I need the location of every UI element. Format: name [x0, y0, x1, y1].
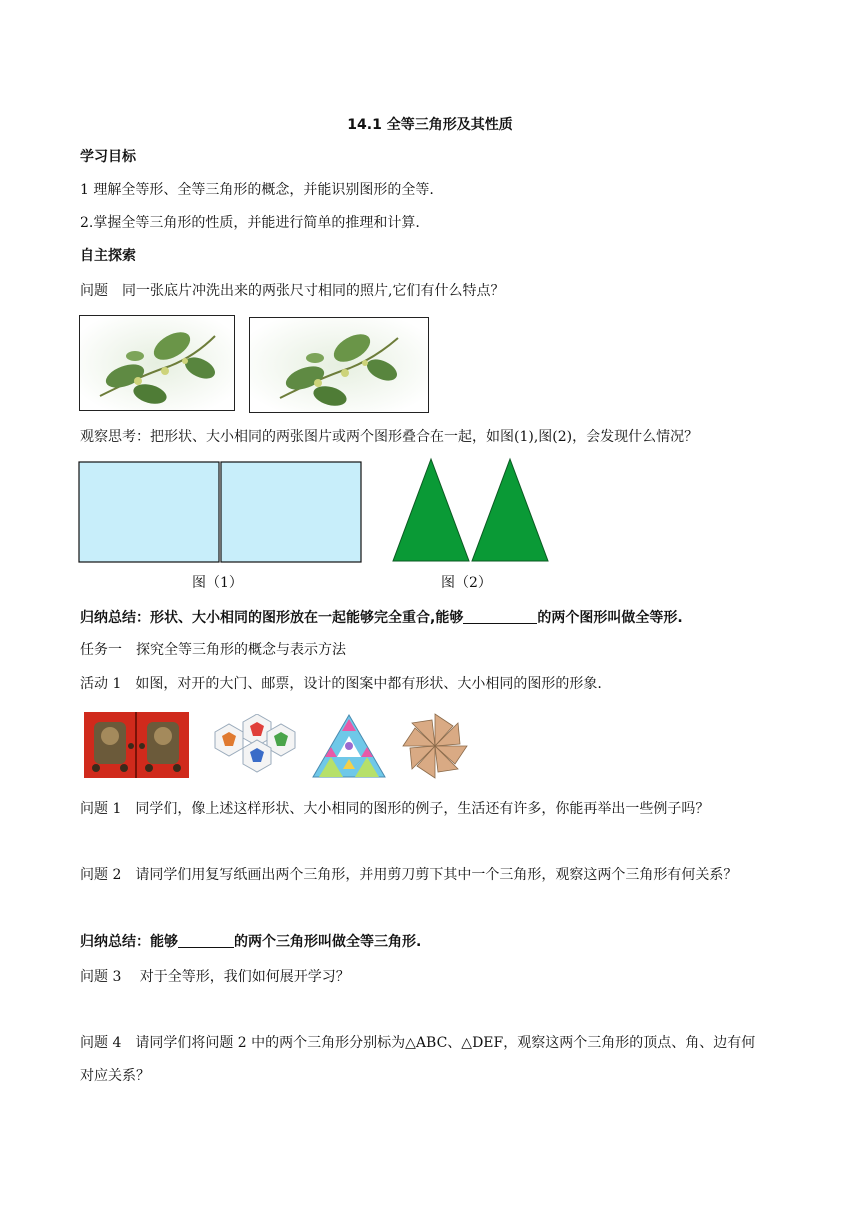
rectangle-1 — [79, 462, 219, 562]
question-1: 问题 1 同学们，像上述这样形状、大小相同的图形的例子，生活还有许多，你能再举出一些例子吗？ — [80, 801, 710, 817]
task-1: 任务一 探究全等三角形的概念与表示方法 — [80, 642, 346, 658]
photo-left — [79, 315, 235, 411]
question-intro: 问题 同一张底片冲洗出来的两张尺寸相同的照片,它们有什么特点？ — [80, 283, 505, 299]
plant-photo-image — [80, 316, 234, 410]
stamps-image — [205, 714, 303, 776]
pinwheel-image — [398, 712, 472, 780]
goal-2: 2.掌握全等三角形的性质，并能进行简单的推理和计算. — [80, 215, 420, 231]
figure-1-caption: 图（1） — [192, 575, 243, 591]
summary-1-before: 归纳总结：形状、大小相同的图形放在一起能够完全重合,能够 — [80, 610, 464, 626]
triangle-2 — [472, 459, 548, 561]
plant-photo-image — [250, 318, 428, 412]
explore-heading: 自主探索 — [80, 248, 136, 264]
photo-right — [249, 317, 429, 413]
triangle-pattern-image — [312, 714, 386, 778]
figure-2-caption: 图（2） — [441, 575, 492, 591]
question-4-line-2: 对应关系？ — [80, 1068, 150, 1084]
question-4-line-1: 问题 4 请同学们将问题 2 中的两个三角形分别标为△ABC、△DEF，观察这两个三角形的顶点、角、边有何 — [80, 1035, 756, 1051]
summary-2-after: 的两个三角形叫做全等三角形. — [234, 934, 422, 950]
figure-1 — [78, 461, 364, 565]
fill-blank-1 — [463, 609, 537, 624]
summary-2-before: 归纳总结：能够 — [80, 934, 178, 950]
observe-text: 观察思考：把形状、大小相同的两张图片或两个图形叠合在一起，如图(1),图(2)，会发现什么情况？ — [80, 429, 699, 445]
summary-2 — [80, 933, 421, 951]
question-2: 问题 2 请同学们用复写纸画出两个三角形，并用剪刀剪下其中一个三角形，观察这两个三角形有何关系？ — [80, 867, 738, 883]
summary-1-after: 的两个图形叫做全等形. — [537, 610, 683, 626]
goals-heading: 学习目标 — [80, 149, 136, 165]
page-title: 14.1 全等三角形及其性质 — [347, 117, 513, 133]
goal-1: 1 理解全等形、全等三角形的概念，并能识别图形的全等. — [80, 182, 434, 198]
question-3: 问题 3 对于全等形，我们如何展开学习？ — [80, 969, 350, 985]
double-door-image — [84, 712, 189, 778]
fill-blank-2 — [178, 933, 234, 948]
summary-1 — [80, 609, 683, 627]
rectangle-2 — [221, 462, 361, 562]
figure-2 — [391, 457, 551, 565]
triangle-1 — [393, 459, 469, 561]
activity-1: 活动 1 如图，对开的大门、邮票，设计的图案中都有形状、大小相同的图形的形象. — [80, 676, 602, 692]
